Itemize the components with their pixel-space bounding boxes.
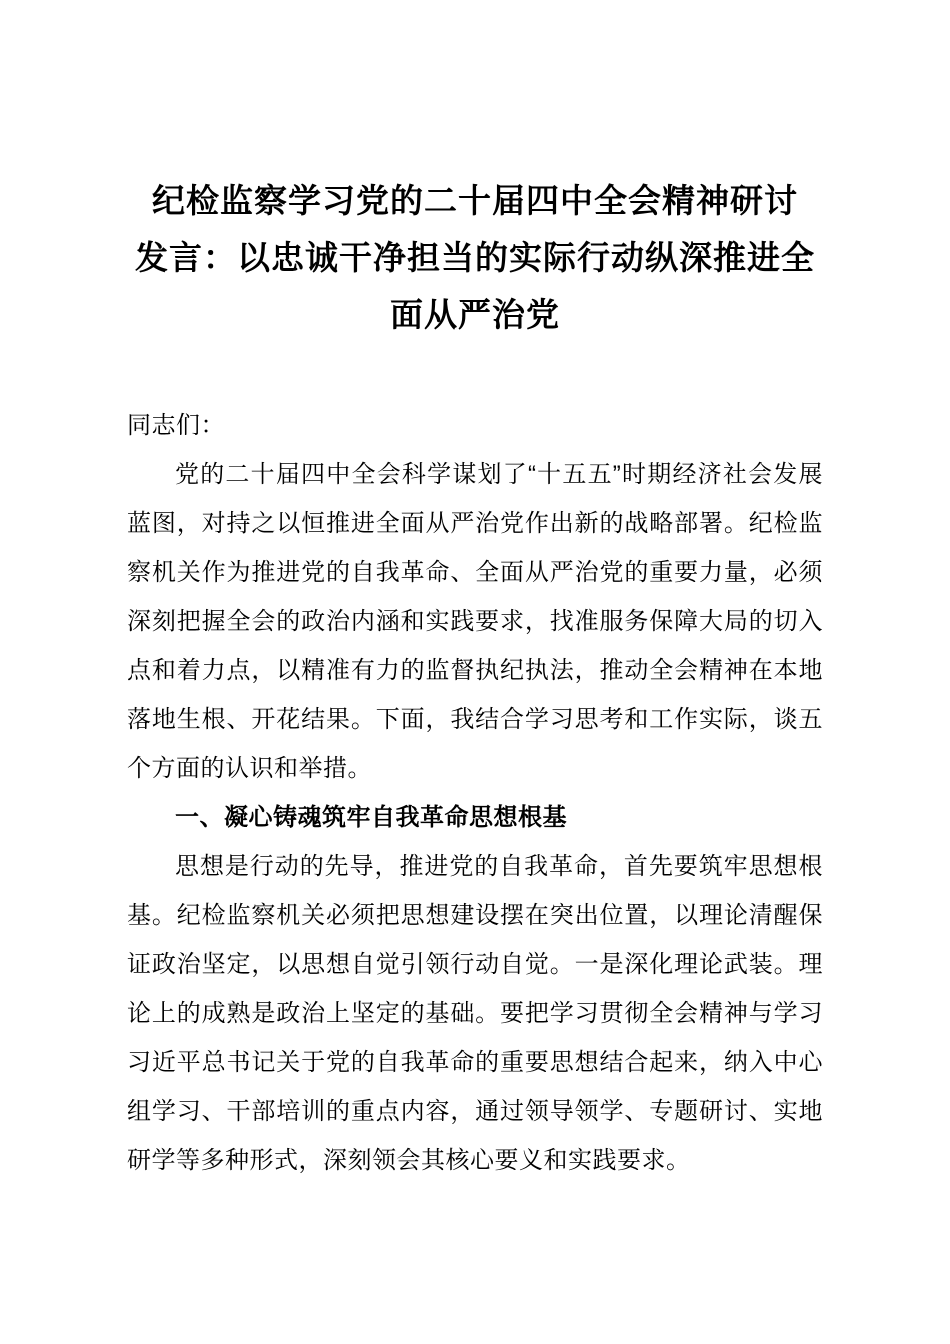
- paragraph: 思想是行动的先导，推进党的自我革命，首先要筑牢思想根基。纪检监察机关必须把思想建设摆在突出位置，以理论清醒保证政治坚定，以思想自觉引领行动自觉。一是深化理论武装。理论上的成熟是政治上坚定的基础。要把学习贯彻全会精神与学习习近平总书记关于党的自我革命的重要思想结合起来，纳入中心组学习、干部培训的重点内容，通过领导领学、专题研讨、实地研学等多种形式，深刻领会其核心要义和实践要求。: [127, 853, 823, 1174]
- section-heading: 一、凝心铸魂筑牢自我革命思想根基: [175, 804, 567, 831]
- salutation: 同志们：: [127, 412, 225, 439]
- document-title: [127, 172, 823, 343]
- document-title-line: 发言：以忠诚干净担当的实际行动纵深推进全: [135, 239, 815, 276]
- paragraph: 党的二十届四中全会科学谋划了“十五五”时期经济社会发展蓝图，对持之以恒推进全面从严治党作出新的战略部署。纪检监察机关作为推进党的自我革命、全面从严治党的重要力量，必须深刻把握全会的政治内涵和实践要求，找准服务保障大局的切入点和着力点，以精准有力的监督执纪执法，推动全会精神在本地落地生根、开花结果。下面，我结合学习思考和工作实际，谈五个方面的认识和举措。: [127, 461, 823, 782]
- document-title-line: 纪检监察学习党的二十届四中全会精神研讨: [152, 182, 798, 219]
- document-body: [127, 401, 823, 1185]
- document-title-line: 面从严治党: [390, 296, 560, 333]
